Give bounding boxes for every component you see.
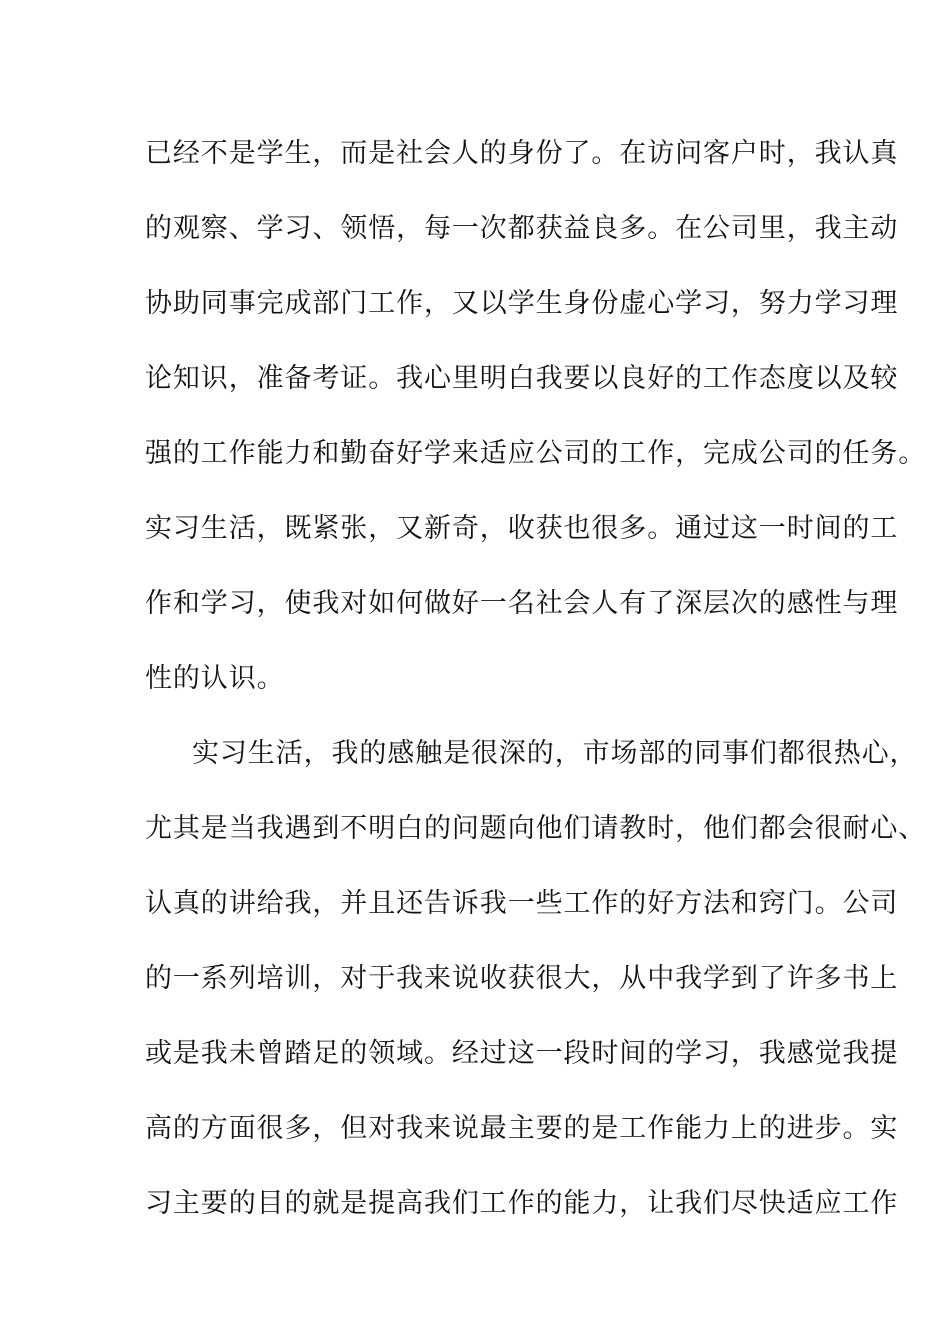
text-line: 已经不是学生，而是社会人的身份了。在访问客户时，我认真	[145, 138, 899, 169]
text-line: 协助同事完成部门工作，又以学生身份虚心学习，努力学习理	[145, 288, 899, 319]
text-line: 尤其是当我遇到不明白的问题向他们请教时，他们都会很耐心、	[145, 813, 927, 844]
text-line: 论知识，准备考证。我心里明白我要以良好的工作态度以及较	[145, 363, 899, 394]
text-line: 作和学习，使我对如何做好一名社会人有了深层次的感性与理	[145, 588, 899, 619]
paragraph-first-line: 实习生活，我的感触是很深的，市场部的同事们都很热心，	[192, 738, 918, 769]
text-line: 习主要的目的就是提高我们工作的能力，让我们尽快适应工作	[145, 1188, 899, 1219]
text-line: 性的认识。	[145, 663, 285, 694]
text-line: 高的方面很多，但对我来说最主要的是工作能力上的进步。实	[145, 1113, 899, 1144]
text-line: 或是我未曾踏足的领域。经过这一段时间的学习，我感觉我提	[145, 1038, 899, 1069]
text-line: 认真的讲给我，并且还告诉我一些工作的好方法和窍门。公司	[145, 888, 899, 919]
text-line: 的一系列培训，对于我来说收获很大，从中我学到了许多书上	[145, 963, 899, 994]
text-line: 实习生活，既紧张，又新奇，收获也很多。通过这一时间的工	[145, 513, 899, 544]
text-line: 的观察、学习、领悟，每一次都获益良多。在公司里，我主动	[145, 213, 899, 244]
text-line: 强的工作能力和勤奋好学来适应公司的工作，完成公司的任务。	[145, 438, 927, 469]
